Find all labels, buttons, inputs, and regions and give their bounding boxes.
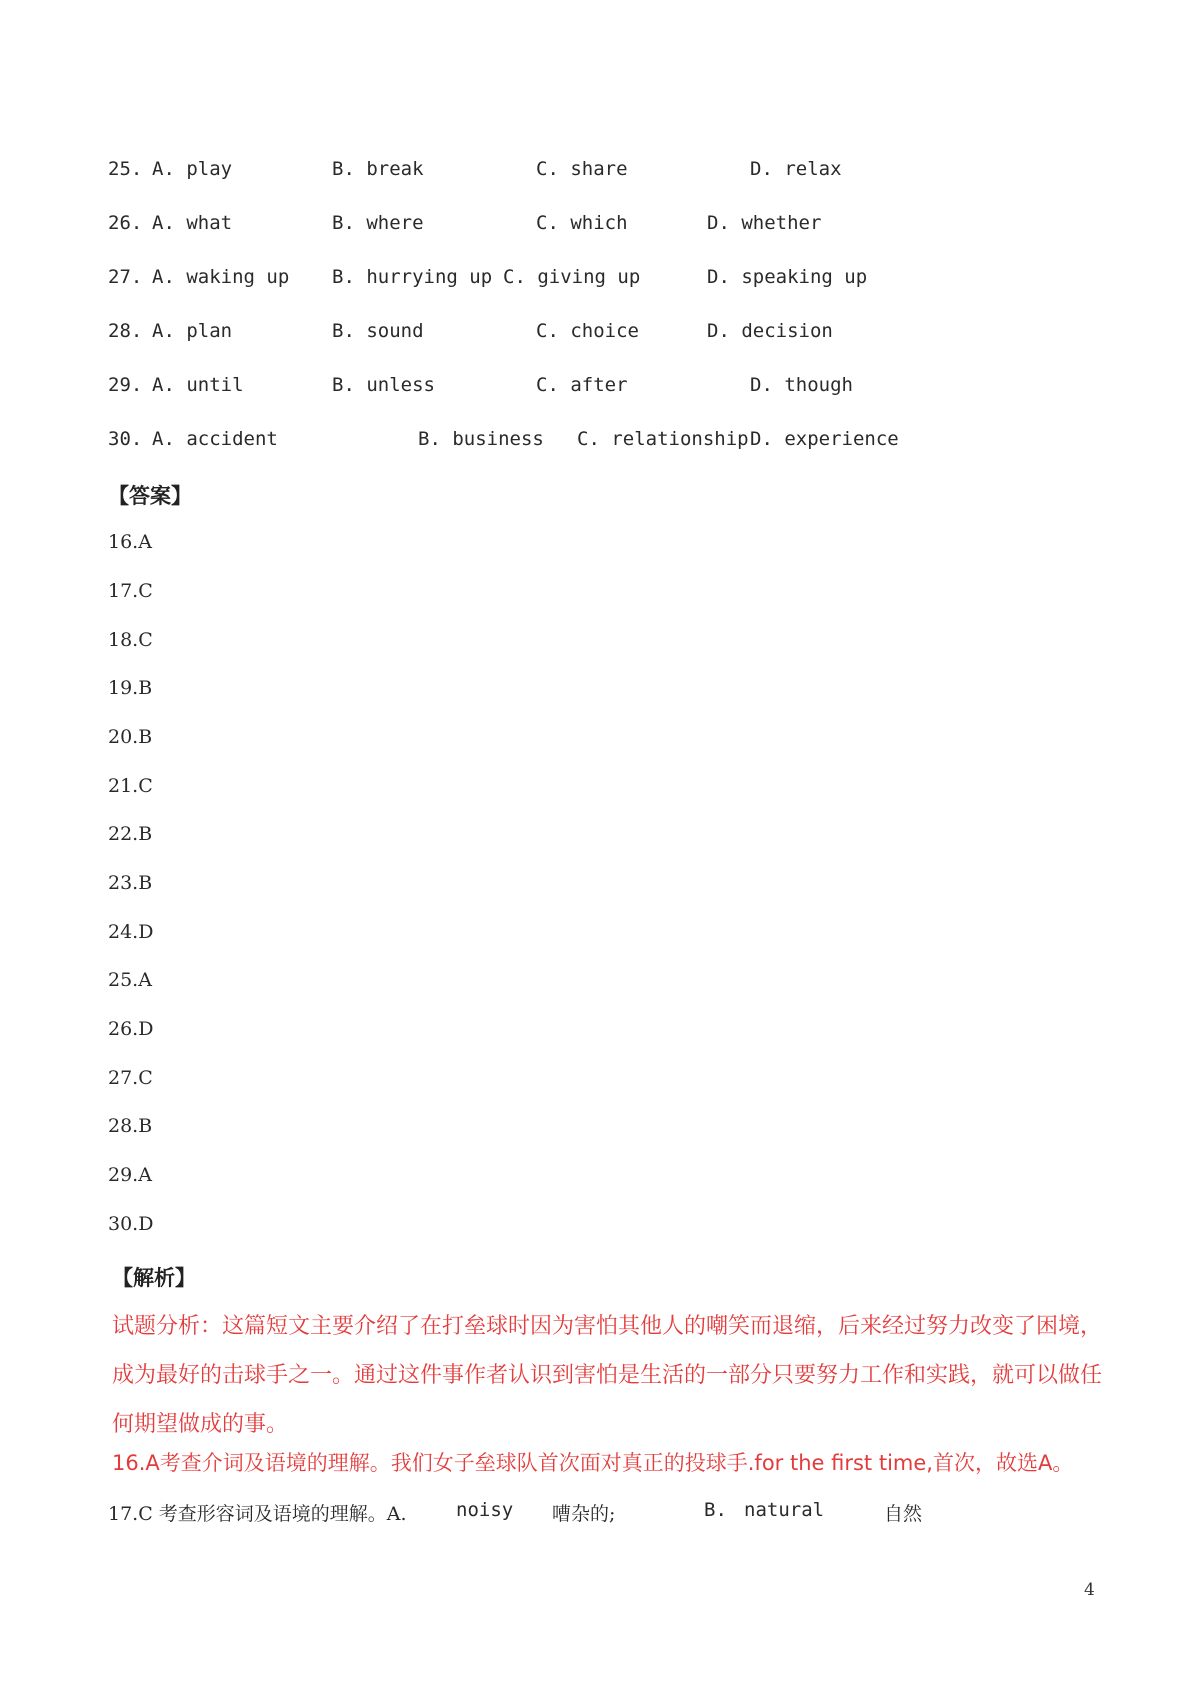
answer-item: 24.D (108, 921, 154, 943)
page-number: 4 (1084, 1580, 1095, 1600)
question-number: 26. (108, 212, 143, 234)
answer-item: 30.D (108, 1213, 154, 1235)
question-number: 25. (108, 158, 143, 180)
question-number: 29. (108, 374, 143, 396)
option-c: C. giving up (503, 266, 641, 288)
answer-item: 19.B (108, 677, 153, 699)
option-d: D. decision (707, 320, 833, 342)
answer-item: 20.B (108, 726, 153, 748)
answer-item: 23.B (108, 872, 153, 894)
question-number: 27. (108, 266, 143, 288)
option-d: D. though (750, 374, 853, 396)
answer-item: 26.D (108, 1018, 154, 1040)
answer-item: 17.C (108, 580, 153, 602)
answer-item: 18.C (108, 629, 153, 651)
option-d: D. experience (750, 428, 899, 450)
option-c: C. share (536, 158, 628, 180)
option-c: C. which (536, 212, 628, 234)
analysis-paragraph: 试题分析：这篇短文主要介绍了在打垒球时因为害怕其他人的嘲笑而退缩，后来经过努力改变了困境，成为最好的击球手之一。通过这件事作者认识到害怕是生活的一部分只要努力工作和实践，就可以做任何期望做成的事。 (112, 1314, 1103, 1437)
answer-item: 22.B (108, 823, 153, 845)
option-a: A. plan (152, 320, 233, 342)
option-b: B. break (332, 158, 424, 180)
option-b: B. business (418, 428, 544, 450)
option-b: B. hurrying up (332, 266, 493, 288)
option-d: D. speaking up (707, 266, 868, 288)
explanation-16: 16.A考查介词及语境的理解。我们女子垒球队首次面对真正的投球手.for the first time,首次，故选A。 (112, 1451, 1074, 1475)
answer-item: 16.A (108, 531, 152, 553)
option-d: D. relax (750, 158, 842, 180)
option-a: A. accident (152, 428, 278, 450)
option-b: B. unless (332, 374, 435, 396)
analysis-heading: 【解析】 (112, 1266, 196, 1290)
answer-heading: 【答案】 (108, 484, 192, 508)
option-c: C. relationship (577, 428, 749, 450)
explanation-17-word2: natural (744, 1499, 825, 1521)
option-a: A. what (152, 212, 233, 234)
explanation-17-meaning1: 嘈杂的; (552, 1503, 616, 1525)
answer-item: 29.A (108, 1164, 152, 1186)
option-a: A. until (152, 374, 244, 396)
option-b: B. where (332, 212, 424, 234)
explanation-17-meaning2: 自然 (884, 1503, 923, 1525)
answer-item: 27.C (108, 1067, 153, 1089)
explanation-17-option-b: B. (704, 1499, 727, 1521)
option-a: A. play (152, 158, 233, 180)
answer-item: 21.C (108, 775, 153, 797)
option-c: C. after (536, 374, 628, 396)
explanation-17-word1: noisy (456, 1499, 514, 1521)
question-number: 28. (108, 320, 143, 342)
explanation-17-prefix: 17.C 考查形容词及语境的理解。A. (108, 1503, 407, 1525)
option-b: B. sound (332, 320, 424, 342)
answer-item: 28.B (108, 1115, 153, 1137)
question-number: 30. (108, 428, 143, 450)
answer-item: 25.A (108, 969, 152, 991)
option-c: C. choice (536, 320, 639, 342)
option-a: A. waking up (152, 266, 290, 288)
option-d: D. whether (707, 212, 822, 234)
